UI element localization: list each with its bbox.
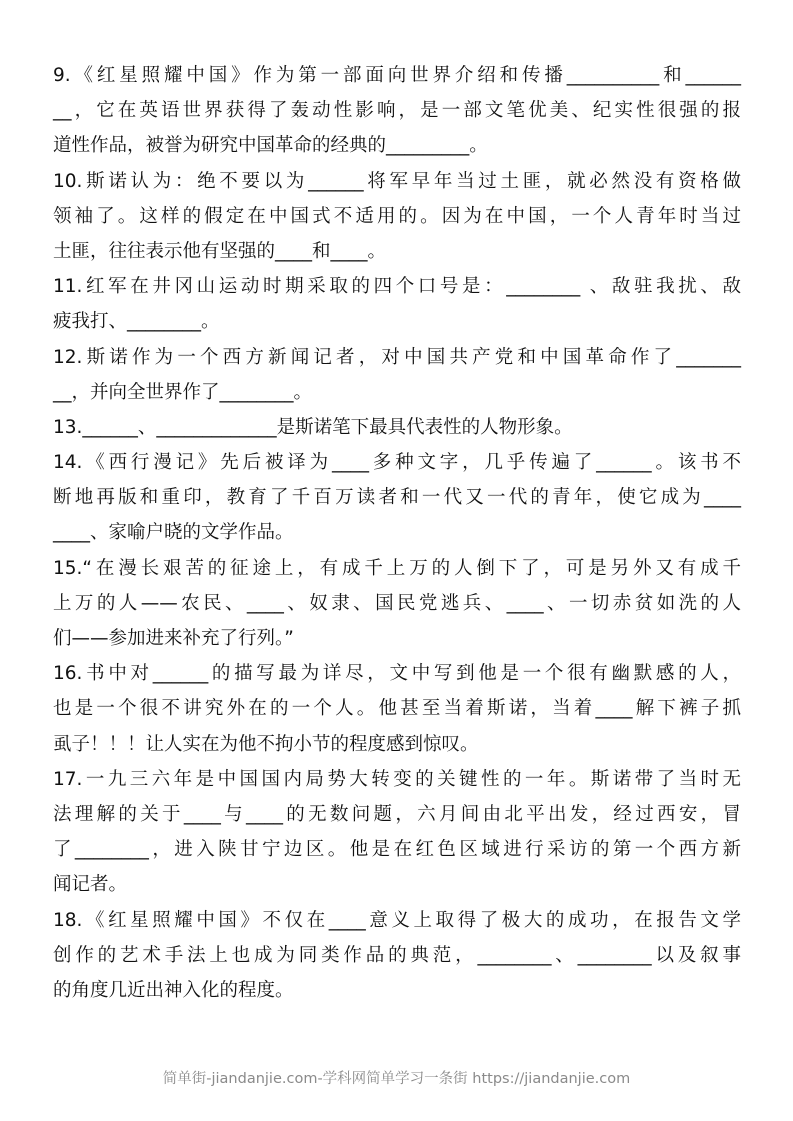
question-18: [53, 903, 741, 1009]
question-line: 疲我打、________。: [53, 311, 220, 333]
question-11: [53, 269, 741, 339]
question-line: 15.“在漫长艰苦的征途上，有成千上万的人倒下了，可是另外又有成千: [53, 557, 741, 579]
question-line: 13.______、_____________是斯诺笔下最具代表性的人物形象。: [53, 416, 573, 438]
question-line: 12.斯诺作为一个西方新闻记者，对中国共产党和中国革命作了_______: [53, 346, 741, 368]
question-line: 法理解的关于____与____的无数问题，六月间由北平出发，经过西安，冒: [53, 803, 741, 825]
question-line: 了________，进入陕甘宁边区。他是在红色区域进行采访的第一个西方新: [53, 839, 741, 861]
question-line: 土匪，往往表示他有坚强的____和____。: [53, 240, 387, 262]
question-line: __，并向全世界作了________。: [53, 381, 313, 403]
question-13: [53, 410, 741, 445]
question-line: 11.红军在井冈山运动时期采取的四个口号是：________ 、敌驻我扰、敌: [53, 276, 741, 298]
question-16: [53, 656, 741, 762]
question-line: 们——参加进来补充了行列。”: [53, 628, 294, 649]
question-15: [53, 551, 741, 657]
question-14: [53, 445, 741, 551]
question-line: 18.《红星照耀中国》不仅在____意义上取得了极大的成功，在报告文学: [53, 909, 741, 931]
question-line: 17.一九三六年是中国国内局势大转变的关键性的一年。斯诺带了当时无: [53, 768, 741, 790]
question-line: 也是一个很不讲究外在的一个人。他甚至当着斯诺，当着____解下裤子抓: [53, 698, 741, 720]
question-line: 创作的艺术手法上也成为同类作品的典范，________、________以及叙事: [53, 944, 741, 966]
question-10: [53, 164, 741, 270]
question-line: ____、家喻户晓的文学作品。: [53, 522, 294, 544]
question-line: 道性作品，被誉为研究中国革命的经典的_________。: [53, 135, 488, 157]
question-9: [53, 58, 741, 164]
question-17: [53, 762, 741, 903]
question-line: 领袖了。这样的假定在中国式不适用的。因为在中国，一个人青年时当过: [53, 205, 741, 227]
question-line: 虱子！！！让人实在为他不拘小节的程度感到惊叹。: [53, 733, 479, 755]
question-line: 断地再版和重印，教育了千百万读者和一代又一代的青年，使它成为____: [53, 487, 741, 509]
question-line: 9.《红星照耀中国》作为第一部面向世界介绍和传播__________和______: [53, 65, 741, 86]
question-line: 的角度几近出神入化的程度。: [53, 979, 294, 1001]
question-line: __，它在英语世界获得了轰动性影响，是一部文笔优美、纪实性很强的报: [53, 100, 741, 122]
question-line: 闻记者。: [53, 874, 128, 896]
question-line: 上万的人——农民、____、奴隶、国民党逃兵、____、一切赤贫如洗的人: [53, 592, 741, 614]
footer-watermark: 简单街-jiandanjie.com-学科网简单学习一条街 https://jiandanjie.com: [162, 1071, 631, 1087]
question-line: 14.《西行漫记》先后被译为____多种文字，几乎传遍了______。该书不: [53, 452, 741, 474]
question-line: 16.书中对______的描写最为详尽，文中写到他是一个很有幽默感的人，: [53, 663, 741, 685]
document-body: [53, 58, 741, 1008]
question-line: 10.斯诺认为：绝不要以为______将军早年当过土匪，就必然没有资格做: [53, 170, 741, 192]
question-12: [53, 340, 741, 410]
